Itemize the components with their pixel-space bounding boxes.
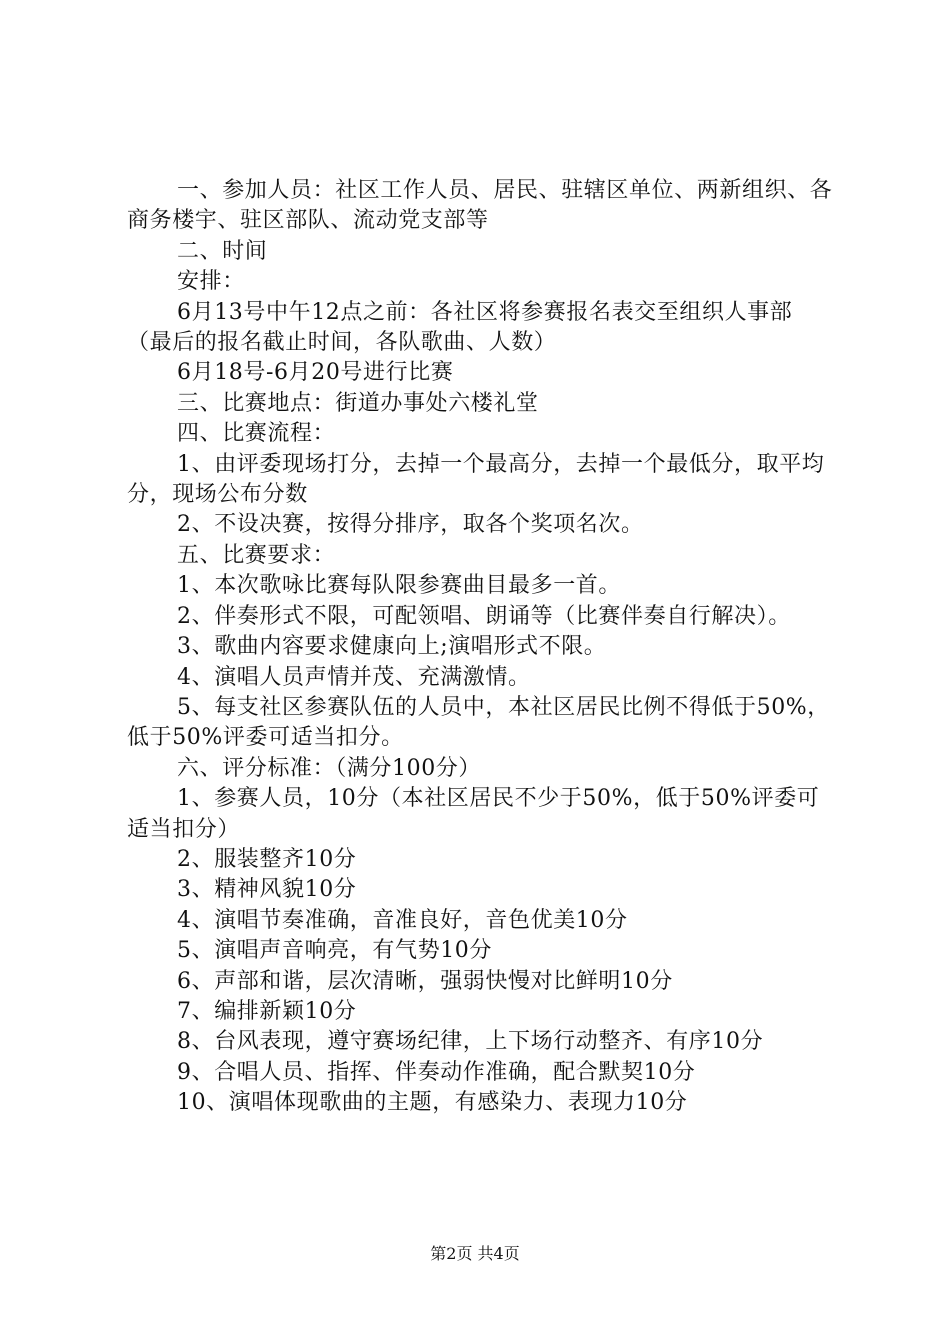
paragraph: 5、演唱声音响亮，有气势10分 (177, 938, 492, 964)
paragraph: 五、比赛要求： (177, 542, 336, 568)
paragraph: 3、歌曲内容要求健康向上;演唱形式不限。 (177, 634, 607, 660)
paragraph: 4、演唱节奏准确，音准良好，音色优美10分 (177, 907, 628, 933)
paragraph: 9、合唱人员、指挥、伴奏动作准确，配合默契10分 (177, 1059, 696, 1085)
paragraph: 1、参赛人员，10分（本社区居民不少于50%，低于50%评委可适当扣分） (127, 786, 820, 842)
paragraph: 3、精神风貌10分 (177, 877, 357, 903)
paragraph: 2、服装整齐10分 (177, 846, 357, 872)
paragraph: 6月18号-6月20号进行比赛 (177, 360, 454, 386)
paragraph: 六、评分标准：（满分100分） (177, 755, 481, 781)
paragraph: 2、伴奏形式不限，可配领唱、朗诵等（比赛伴奏自行解决）。 (177, 603, 791, 629)
paragraph: 四、比赛流程： (177, 421, 336, 447)
paragraph: 8、台风表现，遵守赛场纪律，上下场行动整齐、有序10分 (177, 1029, 764, 1055)
paragraph: 6月13号中午12点之前：各社区将参赛报名表交至组织人事部（最后的报名截止时间，各队歌曲、人数） (127, 299, 793, 356)
paragraph: 4、演唱人员声情并茂、充满激情。 (177, 664, 531, 690)
paragraph: 5、每支社区参赛队伍的人员中，本社区居民比例不得低于50%，低于50%评委可适当扣分。 (127, 694, 830, 751)
paragraph: 三、比赛地点：街道办事处六楼礼堂 (177, 390, 539, 416)
paragraph: 10、演唱体现歌曲的主题，有感染力、表现力10分 (177, 1090, 688, 1116)
document-body (127, 176, 833, 1119)
page-number-footer: 第2页 共4页 (430, 1244, 520, 1263)
paragraph: 1、本次歌咏比赛每队限参赛曲目最多一首。 (177, 573, 621, 599)
paragraph: 二、时间 (177, 238, 268, 264)
paragraph: 1、由评委现场打分，去掉一个最高分，去掉一个最低分，取平均分，现场公布分数 (127, 451, 825, 508)
paragraph: 6、声部和谐，层次清晰，强弱快慢对比鲜明10分 (177, 968, 673, 994)
paragraph: 2、不设决赛，按得分排序，取各个奖项名次。 (177, 512, 644, 538)
paragraph: 安排： (177, 269, 245, 295)
paragraph: 7、编排新颖10分 (177, 998, 357, 1024)
paragraph: 一、参加人员：社区工作人员、居民、驻辖区单位、两新组织、各商务楼宇、驻区部队、流动党支部等 (127, 178, 833, 234)
